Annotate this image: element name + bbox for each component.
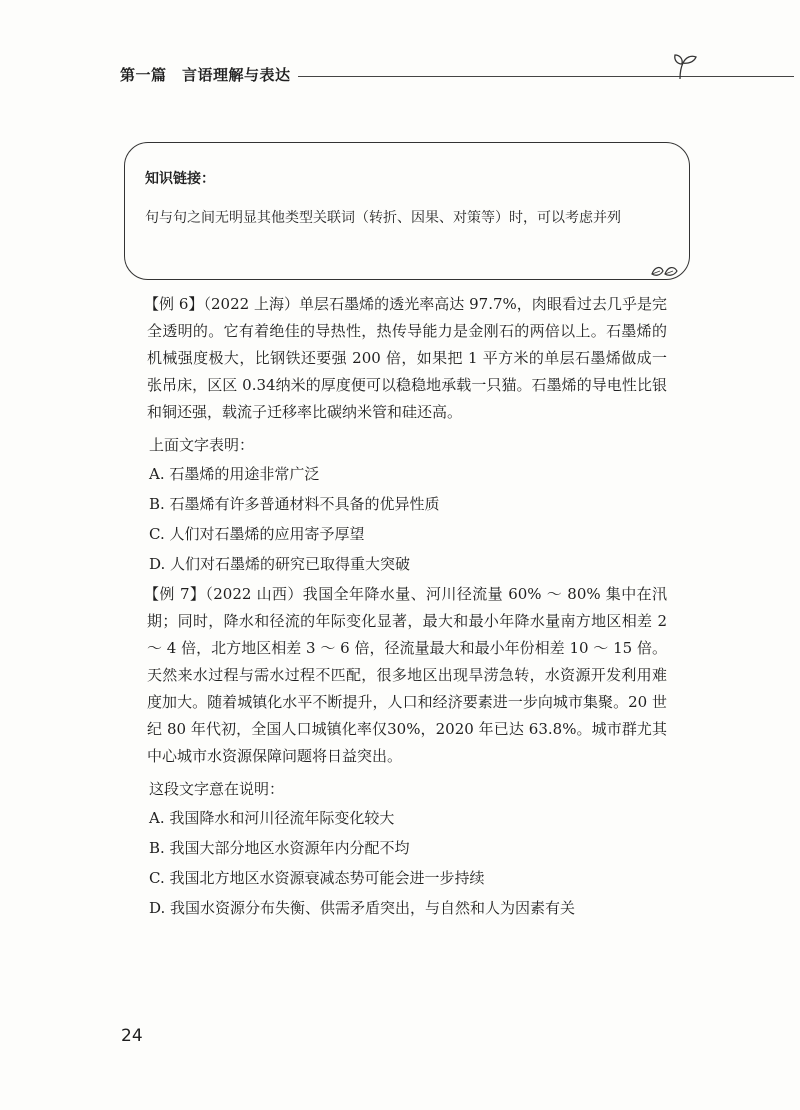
- example-7-tag: 【例 7】: [144, 585, 206, 603]
- example-7-line: 提升，人口和经济要素进一步向城市集聚。20 世纪 80 年代初，全国人口城镇化率仅: [147, 693, 667, 738]
- example-7: [144, 581, 668, 923]
- example-6-option-a: A. 石墨烯的用途非常广泛: [149, 465, 320, 483]
- running-header: [120, 62, 700, 92]
- sprout-icon: [666, 51, 700, 81]
- example-6-line: 透明的。它有着绝佳的导热性，热传导能力是金刚石的两倍以上。石墨烯的机械强度: [147, 322, 667, 367]
- example-6-option-b: B. 石墨烯有许多普通材料不具备的优异性质: [149, 495, 440, 513]
- example-7-option-c: C. 我国北方地区水资源衰减态势可能会进一步持续: [149, 869, 485, 887]
- example-7-passage: [144, 581, 668, 770]
- example-7-question: 这段文字意在说明：: [149, 780, 285, 798]
- example-6-source: （2022 上海）: [203, 295, 300, 313]
- example-7-line: 30%，2020 年已达 63.8%。城市群尤其中心城市水资源保障问题将日益突出。: [147, 720, 668, 765]
- example-7-line: 程不匹配，很多地区出现旱涝急转，水资源开发利用难度加大。随着城镇化水平不断: [147, 666, 667, 711]
- example-6-option-d: D. 人们对石墨烯的研究已取得重大突破: [149, 555, 411, 573]
- example-6-line: 极大，比钢铁还要强 200 倍，如果把 1 平方米的单层石墨烯做成一张吊床，区区 0.34: [147, 349, 667, 394]
- header-rule: [298, 76, 794, 77]
- example-7-option-d: D. 我国水资源分布失衡、供需矛盾突出，与自然和人为因素有关: [149, 899, 576, 917]
- chapter-title: 第一篇 言语理解与表达: [120, 66, 291, 84]
- example-6-line: 单层石墨烯的透光率高达 97.7%，肉眼看过去几乎是完全: [147, 295, 668, 340]
- leaves-icon: [650, 264, 680, 278]
- example-7-line: 地区相差 3 ～ 6 倍，径流量最大和最小年份相差 10 ～ 15 倍。天然来水过程与需水过: [147, 639, 667, 684]
- page-number: 24: [121, 1026, 143, 1046]
- knowledge-link-title: 知识链接：: [145, 171, 215, 187]
- example-6-passage: [144, 291, 668, 426]
- example-7-source: （2022 山西）: [205, 585, 303, 603]
- example-6: [144, 291, 668, 579]
- knowledge-link-text: 句与句之间无明显其他类型关联词（转折、因果、对策等）时，可以考虑并列: [145, 210, 621, 226]
- example-7-option-a: A. 我国降水和河川径流年际变化较大: [149, 809, 395, 827]
- example-6-line: 纳米的厚度便可以稳稳地承载一只猫。石墨烯的导电性比银和铜还强，载流子迁移率: [147, 376, 667, 421]
- example-7-line: 我国全年降水量、河川径流量 60% ～ 80% 集中在汛期；同: [147, 585, 667, 630]
- example-7-option-b: B. 我国大部分地区水资源年内分配不均: [149, 839, 410, 857]
- example-6-option-c: C. 人们对石墨烯的应用寄予厚望: [149, 525, 365, 543]
- example-6-tag: 【例 6】: [144, 295, 204, 313]
- example-7-line: 时，降水和径流的年际变化显著，最大和最小年降水量南方地区相差 2 ～ 4 倍，北方: [147, 612, 667, 657]
- example-6-question: 上面文字表明：: [149, 436, 255, 454]
- example-6-line: 比碳纳米管和硅还高。: [312, 403, 463, 421]
